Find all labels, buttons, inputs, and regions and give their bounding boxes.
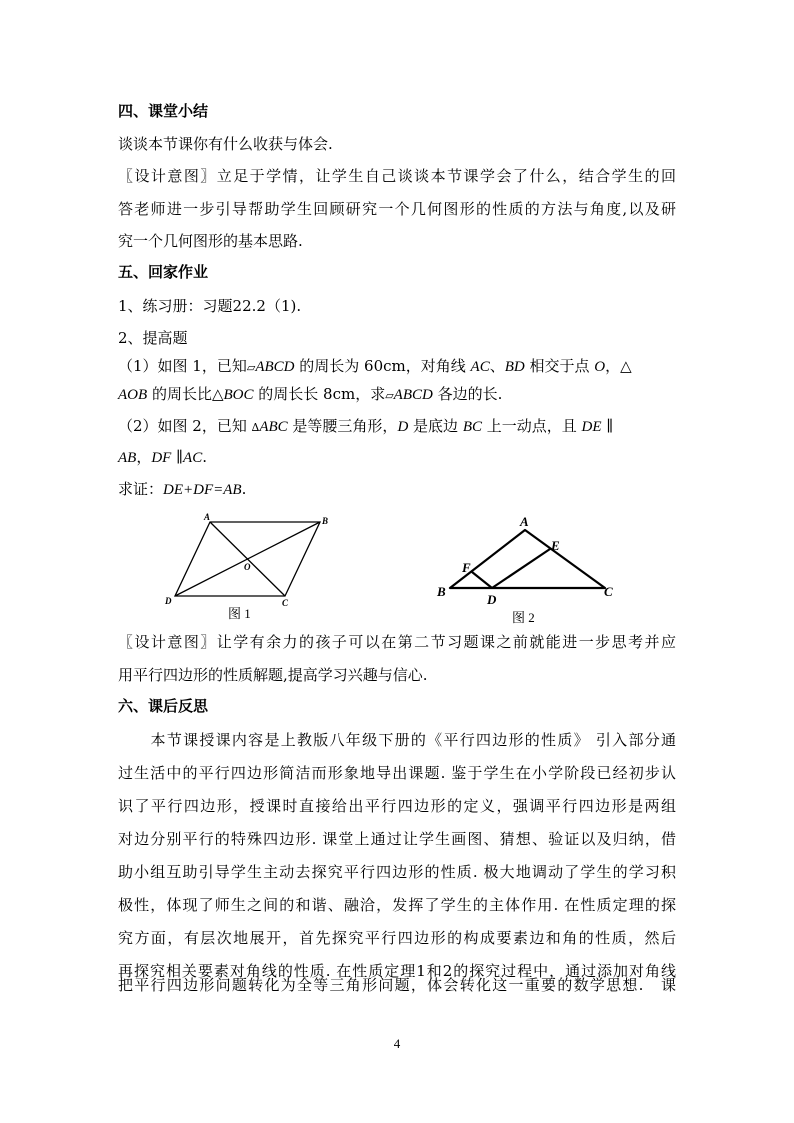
design-intent-2-line1: 〖设计意图〗让学有余力的孩子可以在第二节习题课之前就能进一步思考并应 <box>118 633 676 651</box>
label-c: C <box>604 584 613 599</box>
triangle-abc <box>450 530 605 588</box>
design-intent-1-line1: 〖设计意图〗立足于学情，让学生自己谈谈本节课学会了什么，结合学生的回 <box>118 167 676 185</box>
label-a: A <box>520 514 529 529</box>
section-heading-reflection: 六、课后反思 <box>118 697 209 715</box>
reflection-line: 识了平行四边形，授课时直接给出平行四边形的定义，强调平行四边形是两组 <box>118 797 676 815</box>
triangle-symbol: ∆ <box>251 421 260 434</box>
prove-statement: 求证：DE+DF=AB. <box>118 480 247 498</box>
diagonal-bd <box>175 522 320 596</box>
reflection-line: 再探究相关要素对角线的性质. 在性质定理1和2的探究过程中，通过添加对角线 <box>118 962 676 980</box>
reflection-line: 助小组互助引导学生主动去探究平行四边形的性质. 极大地调动了学生的学习积 <box>118 863 676 881</box>
reflection-line: 对边分别平行的特殊四边形. 课堂上通过让学生画图、猜想、验证以及归纳，借 <box>118 830 676 848</box>
homework-item-2: 2、提高题 <box>118 329 188 347</box>
parallelogram-symbol: ▱ <box>246 361 256 374</box>
reflection-line: 极性，体现了师生之间的和谐、融洽，发挥了学生的主体作用. 在性质定理的探 <box>118 896 676 914</box>
question-2-line1: （2）如图 2，已知 ∆ABC 是等腰三角形，D 是底边 BC 上一动点，且 DE ∥ <box>118 417 614 435</box>
label-o: O <box>244 562 251 572</box>
label-d: D <box>165 596 172 606</box>
question-1-line2: AOB 的周长比△BOC 的周长长 8cm，求▱ABCD 各边的长. <box>118 385 503 403</box>
label-e: E <box>551 538 560 553</box>
question-1-line1: （1）如图 1，已知▱ABCD 的周长为 60cm，对角线 AC、BD 相交于点 O，△ <box>118 357 632 375</box>
parallelogram-symbol: ▱ <box>385 389 394 402</box>
figure-1-caption: 图 1 <box>228 606 251 620</box>
label-d: D <box>487 592 497 607</box>
design-intent-label: 〖设计意图〗 <box>118 167 217 185</box>
figure-2-caption: 图 2 <box>512 610 535 625</box>
reflection-line: 究方面，有层次地展开，首先探究平行四边形的构成要素边和角的性质，然后 <box>118 929 676 947</box>
label-f: F <box>462 560 471 575</box>
homework-item-1: 1、练习册：习题22.2（1). <box>118 297 302 315</box>
reflection-line: 过生活中的平行四边形简洁而形象地导出课题. 鉴于学生在小学阶段已经初步认 <box>118 764 676 782</box>
label-a: A <box>204 512 211 522</box>
summary-prompt: 谈谈本节课你有什么收获与体会. <box>118 135 333 153</box>
segment-de <box>492 549 550 588</box>
reflection-line: 把平行四边形问题转化为全等三角形问题，体会转化这一重要的数学思想. 课 <box>118 976 676 994</box>
section-heading-homework: 五、回家作业 <box>118 263 209 281</box>
design-intent-1-line2: 答老师进一步引导帮助学生回顾研究一个几何图形的性质的方法与角度,以及研 <box>118 200 676 218</box>
figure-1-parallelogram <box>160 510 345 620</box>
design-intent-2-line2: 用平行四边形的性质解题,提高学习兴趣与信心. <box>118 666 428 684</box>
label-b: B <box>322 516 329 526</box>
page-number: 4 <box>393 1036 401 1051</box>
reflection-line: 本节课授课内容是上教版八年级下册的《平行四边形的性质》 引入部分通 <box>118 731 676 749</box>
label-c: C <box>282 598 289 608</box>
question-2-line2: AB，DF ∥AC. <box>118 448 207 466</box>
section-heading-summary: 四、课堂小结 <box>118 102 209 120</box>
label-b: B <box>437 584 446 599</box>
figure-2-triangle <box>430 512 620 627</box>
design-intent-label: 〖设计意图〗 <box>118 633 217 651</box>
segment-df <box>472 572 492 588</box>
design-intent-1-line3: 究一个几何图形的基本思路. <box>118 232 303 250</box>
